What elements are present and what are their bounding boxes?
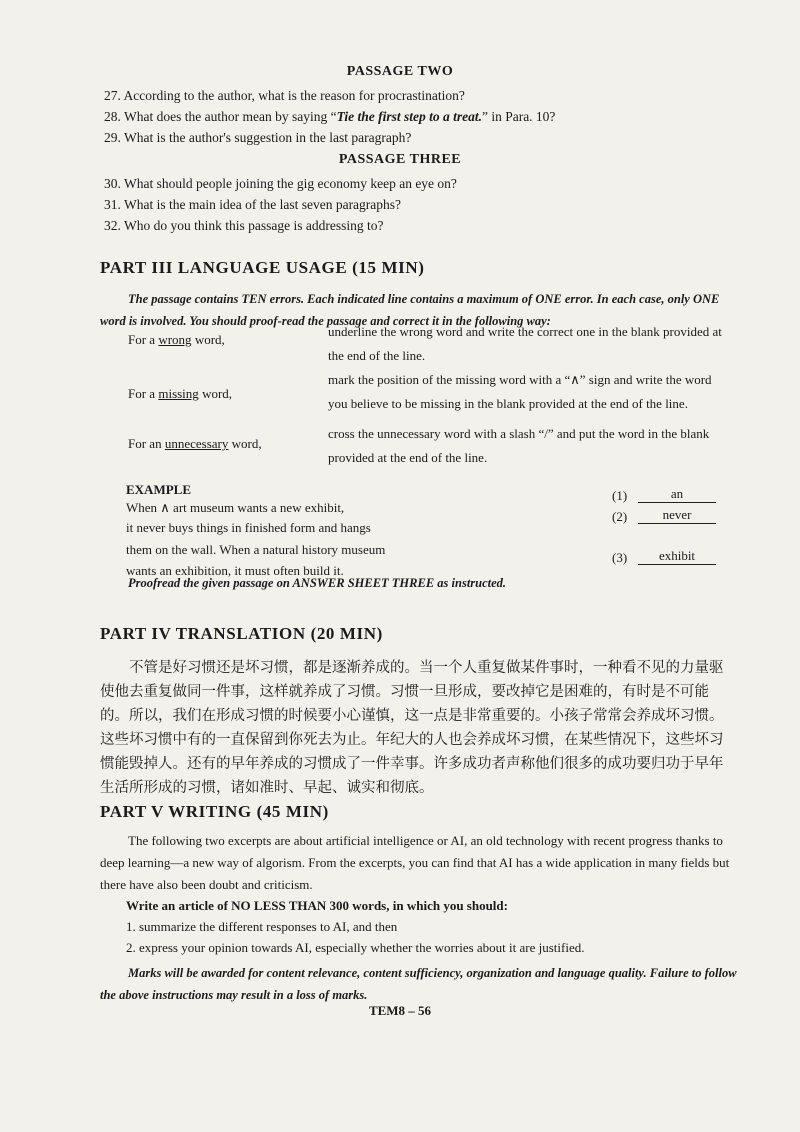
marks-note: Marks will be awarded for content relevance, content sufficiency, organization and language quality. Failure to follow the above instructions may result in a loss of marks.	[100, 966, 737, 1002]
case-wrong-desc: underline the wrong word and write the correct one in the blank provided at the end of the line.	[328, 324, 722, 363]
example-line-1: When ∧ art museum wants a new exhibit,	[126, 500, 345, 515]
proofread-instruction: Proofread the given passage on ANSWER SHEET THREE as instructed.	[128, 576, 507, 590]
passage-three-title: PASSAGE THREE	[338, 152, 462, 167]
example-answer-num-1: (1)	[612, 488, 628, 503]
writing-item-1: 1. summarize the different responses to AI, and then	[126, 919, 398, 934]
example-line-4: wants an exhibition, it must often build it.	[126, 563, 344, 578]
example-answer-1: an	[638, 486, 716, 503]
case-unnecessary-desc: cross the unnecessary word with a slash “/” and put the word in the blank provided at the end of the line.	[328, 426, 710, 465]
example-line-2: it never buys things in finished form and hangs	[126, 520, 371, 535]
example-answer-2: never	[638, 507, 716, 524]
writing-intro: The following two excerpts are about artificial intelligence or AI, an old technology with recent progress thanks to deep learning—a new way of algorism. From the excerpts, you can find that AI has a wide application in many fields but there have also been doubt and criticism.	[100, 833, 730, 892]
example-answer-3: exhibit	[638, 548, 716, 565]
example-answer-num-2: (2)	[612, 509, 628, 524]
passage-two-title: PASSAGE TWO	[346, 64, 454, 79]
question-27: 27. According to the author, what is the reason for procrastination?	[104, 88, 465, 103]
case-unnecessary-label: For an unnecessary word,	[128, 436, 262, 451]
case-missing-desc: mark the position of the missing word with a “∧” sign and write the word you believe to be missing in the blank provided at the end of the line.	[328, 372, 712, 411]
writing-instruction: Write an article of NO LESS THAN 300 words, in which you should:	[126, 898, 508, 913]
question-30: 30. What should people joining the gig economy keep an eye on?	[104, 176, 457, 191]
part3-heading: PART III LANGUAGE USAGE (15 MIN)	[100, 258, 425, 277]
translation-passage: 不管是好习惯还是坏习惯，都是逐渐养成的。当一个人重复做某件事时，一种看不见的力量驱使他去重复做同一件事，这样就养成了习惯。习惯一旦形成，要改掉它是困难的，有时是不可能的。所以，我们在形成习惯的时候要小心谨慎，这一点是非常重要的。小孩子常常会养成坏习惯。这些坏习惯中有的一直保留到你死去为止。年纪大的人也会养成坏习惯，在某些情况下，这些坏习惯能毁掉人。还有的早年养成的习惯成了一件幸事。许多成功者声称他们很多的成功要归功于早年生活所形成的习惯，诸如准时、早起、诚实和彻底。	[100, 660, 724, 796]
case-wrong-label: For a wrong word,	[128, 332, 225, 347]
part4-heading: PART IV TRANSLATION (20 MIN)	[100, 624, 383, 643]
question-32: 32. Who do you think this passage is addressing to?	[104, 218, 384, 233]
question-31: 31. What is the main idea of the last seven paragraphs?	[104, 197, 402, 212]
question-28: 28. What does the author mean by saying “Tie the first step to a treat.” in Para. 10?	[104, 109, 556, 124]
page-footer: TEM8 – 56	[368, 1003, 432, 1018]
example-answer-num-3: (3)	[612, 550, 628, 565]
case-missing-label: For a missing word,	[128, 386, 233, 401]
writing-item-2: 2. express your opinion towards AI, especially whether the worries about it are justified.	[126, 940, 585, 955]
example-line-3: them on the wall. When a natural history museum	[126, 542, 386, 557]
question-29: 29. What is the author's suggestion in the last paragraph?	[104, 130, 412, 145]
part3-instruction: The passage contains TEN errors. Each indicated line contains a maximum of ONE error. In each case, only ONE word is involved. You should proof-read the passage and correct it in the following way:	[100, 292, 720, 328]
example-label: EXAMPLE	[126, 482, 191, 497]
part5-heading: PART V WRITING (45 MIN)	[100, 802, 329, 821]
